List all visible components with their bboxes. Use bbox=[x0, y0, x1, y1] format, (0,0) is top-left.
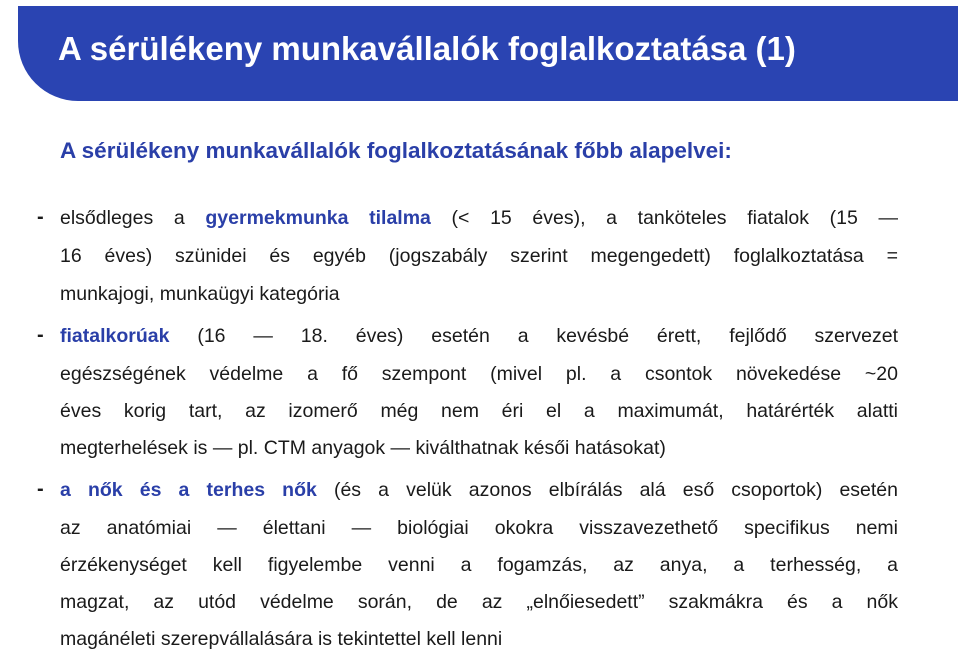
bullet-3-line-5 bbox=[60, 627, 898, 651]
bullet-1-line-2 bbox=[60, 244, 898, 268]
slide-subtitle: A sérülékeny munkavállalók foglalkoztatásának főbb alapelvei: bbox=[60, 138, 732, 163]
text-run: egészségének védelme a fő szempont (mivel pl. a csontok növekedése ~20 bbox=[60, 363, 898, 385]
bullet-3-line-2 bbox=[60, 516, 898, 540]
text-run: éves korig tart, az izomerő még nem éri el a maximumát, határérték alatti bbox=[60, 400, 898, 422]
highlight-minors: fiatalkorúak bbox=[60, 325, 170, 347]
highlight-child-labour-ban: gyermekmunka tilalma bbox=[205, 207, 431, 229]
bullet-2-line-3 bbox=[60, 399, 898, 423]
text-run: (< 15 éves), a tanköteles fiatalok (15 — bbox=[430, 207, 898, 229]
bullet-2-line-1 bbox=[60, 324, 898, 348]
text-run: (16 — 18. éves) esetén a kevésbé érett, fejlődő szervezet bbox=[169, 325, 898, 347]
text-run: megterhelések is — pl. CTM anyagok — kiválthatnak késői hatásokat) bbox=[60, 437, 666, 459]
text-run: 16 éves) szünidei és egyéb (jogszabály szerint megengedett) foglalkoztatása = bbox=[60, 245, 898, 267]
bullet-3-line-3 bbox=[60, 553, 898, 577]
text-run: érzékenységet kell figyelembe venni a fogamzás, az anya, a terhesség, a bbox=[60, 554, 898, 576]
bullet-marker: - bbox=[37, 324, 44, 346]
bullet-2-line-4 bbox=[60, 436, 898, 460]
text-run: (és a velük azonos elbírálás alá eső csoportok) esetén bbox=[316, 479, 898, 501]
text-run: elsődleges a bbox=[60, 207, 206, 229]
bullet-3-line-1 bbox=[60, 478, 898, 502]
bullet-3-line-4 bbox=[60, 590, 898, 614]
bullet-marker: - bbox=[37, 478, 44, 500]
text-run: magánéleti szerepvállalására is tekintettel kell lenni bbox=[60, 628, 503, 650]
text-run: az anatómiai — élettani — biológiai okokra visszavezethető specifikus nemi bbox=[60, 517, 898, 539]
highlight-women: a nők és a terhes nők bbox=[60, 479, 317, 501]
bullet-1-line-3 bbox=[60, 282, 898, 306]
text-run: magzat, az utód védelme során, de az „elnőiesedett” szakmákra és a nők bbox=[60, 591, 898, 613]
text-run: munkajogi, munkaügyi kategória bbox=[60, 283, 340, 305]
slide-title: A sérülékeny munkavállalók foglalkoztatása (1) bbox=[58, 30, 796, 67]
bullet-2-line-2 bbox=[60, 362, 898, 386]
bullet-1-line-1 bbox=[60, 206, 898, 230]
bullet-marker: - bbox=[37, 206, 44, 228]
